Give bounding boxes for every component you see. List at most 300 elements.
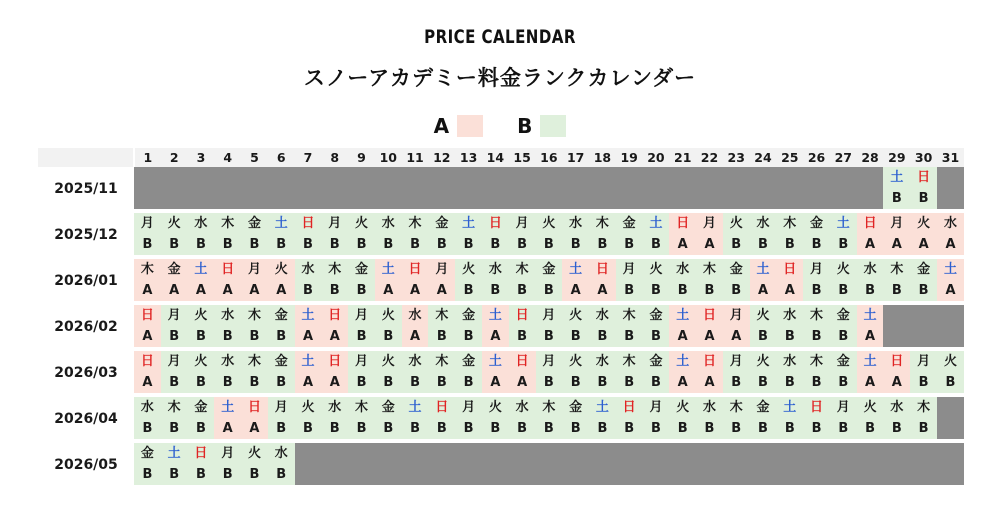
rank-cell: B bbox=[883, 280, 910, 302]
weekday-cell: 金 bbox=[830, 305, 857, 326]
rank-cell: B bbox=[268, 234, 295, 256]
weekday-cell: 火 bbox=[857, 397, 884, 418]
day-header-27: 27 bbox=[830, 148, 857, 167]
weekday-cell: 月 bbox=[830, 397, 857, 418]
weekday-cell: 土 bbox=[402, 397, 429, 418]
weekday-cell: 水 bbox=[268, 443, 295, 464]
weekday-cell: 月 bbox=[348, 305, 375, 326]
rank-cell bbox=[883, 326, 910, 348]
weekday-cell: 木 bbox=[509, 259, 536, 280]
rank-cell: B bbox=[723, 280, 750, 302]
month-label-2025-12: 2025/12 bbox=[38, 213, 134, 256]
weekday-cell: 金 bbox=[268, 305, 295, 326]
rank-cell: A bbox=[161, 280, 188, 302]
rank-cell: A bbox=[321, 372, 348, 394]
rank-cell bbox=[776, 464, 803, 486]
weekday-cell: 金 bbox=[723, 259, 750, 280]
weekday-cell: 火 bbox=[562, 351, 589, 372]
day-header-15: 15 bbox=[509, 148, 536, 167]
rank-cell: B bbox=[428, 372, 455, 394]
day-header-23: 23 bbox=[723, 148, 750, 167]
weekday-cell: 土 bbox=[375, 259, 402, 280]
weekday-cell bbox=[482, 443, 509, 464]
weekday-cell: 木 bbox=[883, 259, 910, 280]
weekday-cell: 火 bbox=[750, 351, 777, 372]
rank-cell bbox=[937, 464, 964, 486]
rank-cell: B bbox=[776, 234, 803, 256]
rank-cell: B bbox=[883, 418, 910, 440]
weekday-cell: 火 bbox=[455, 259, 482, 280]
weekday-cell: 木 bbox=[536, 397, 563, 418]
rank-cell: B bbox=[295, 418, 322, 440]
rank-cell: B bbox=[910, 418, 937, 440]
weekday-cell bbox=[696, 167, 723, 188]
weekday-cell bbox=[643, 167, 670, 188]
calendar-rank-row bbox=[38, 188, 964, 210]
weekday-cell: 火 bbox=[482, 397, 509, 418]
weekday-cell: 土 bbox=[214, 397, 241, 418]
rank-cell: B bbox=[536, 280, 563, 302]
rank-cell: B bbox=[883, 188, 910, 210]
weekday-cell: 木 bbox=[348, 397, 375, 418]
weekday-cell: 日 bbox=[321, 305, 348, 326]
weekday-cell: 水 bbox=[134, 397, 161, 418]
weekday-cell: 土 bbox=[295, 305, 322, 326]
rank-cell: A bbox=[937, 280, 964, 302]
day-header-10: 10 bbox=[375, 148, 402, 167]
weekday-cell bbox=[937, 167, 964, 188]
rank-cell: B bbox=[214, 234, 241, 256]
rank-cell: B bbox=[830, 234, 857, 256]
weekday-cell: 月 bbox=[268, 397, 295, 418]
weekday-cell: 月 bbox=[803, 259, 830, 280]
rank-cell bbox=[295, 188, 322, 210]
weekday-cell: 土 bbox=[268, 213, 295, 234]
weekday-cell: 日 bbox=[509, 305, 536, 326]
rank-cell: B bbox=[268, 372, 295, 394]
weekday-cell bbox=[857, 443, 884, 464]
rank-cell: B bbox=[134, 234, 161, 256]
rank-cell bbox=[937, 326, 964, 348]
rank-cell: B bbox=[455, 326, 482, 348]
day-header-11: 11 bbox=[402, 148, 429, 167]
weekday-cell: 水 bbox=[402, 351, 429, 372]
rank-cell: A bbox=[669, 326, 696, 348]
weekday-cell bbox=[669, 443, 696, 464]
rank-cell: B bbox=[562, 418, 589, 440]
weekday-cell: 火 bbox=[562, 305, 589, 326]
rank-cell: B bbox=[428, 234, 455, 256]
weekday-cell: 月 bbox=[536, 351, 563, 372]
weekday-cell: 水 bbox=[589, 351, 616, 372]
weekday-cell bbox=[589, 443, 616, 464]
weekday-cell bbox=[375, 167, 402, 188]
weekday-cell: 金 bbox=[268, 351, 295, 372]
weekday-cell: 火 bbox=[295, 397, 322, 418]
weekday-cell: 土 bbox=[482, 305, 509, 326]
weekday-cell: 木 bbox=[241, 305, 268, 326]
rank-cell: B bbox=[268, 464, 295, 486]
weekday-cell bbox=[616, 167, 643, 188]
weekday-cell bbox=[536, 167, 563, 188]
rank-cell: B bbox=[214, 372, 241, 394]
rank-cell bbox=[241, 188, 268, 210]
month-label-2026-04: 2026/04 bbox=[38, 397, 134, 440]
day-header-9: 9 bbox=[348, 148, 375, 167]
calendar-weekday-row bbox=[38, 259, 964, 280]
weekday-cell: 金 bbox=[455, 305, 482, 326]
weekday-cell bbox=[616, 443, 643, 464]
day-header-20: 20 bbox=[643, 148, 670, 167]
weekday-cell: 日 bbox=[295, 213, 322, 234]
month-label-2026-05: 2026/05 bbox=[38, 443, 134, 486]
rank-cell: B bbox=[161, 418, 188, 440]
rank-cell: B bbox=[723, 234, 750, 256]
weekday-cell: 日 bbox=[188, 443, 215, 464]
weekday-cell: 月 bbox=[348, 351, 375, 372]
rank-cell: B bbox=[857, 280, 884, 302]
weekday-cell bbox=[402, 443, 429, 464]
rank-cell: B bbox=[241, 464, 268, 486]
weekday-cell: 水 bbox=[857, 259, 884, 280]
month-label-2026-03: 2026/03 bbox=[38, 351, 134, 394]
weekday-cell: 水 bbox=[509, 397, 536, 418]
rank-cell bbox=[750, 464, 777, 486]
weekday-cell: 火 bbox=[830, 259, 857, 280]
day-header-28: 28 bbox=[857, 148, 884, 167]
weekday-cell: 日 bbox=[883, 351, 910, 372]
rank-cell: B bbox=[241, 372, 268, 394]
weekday-cell: 月 bbox=[696, 213, 723, 234]
rank-cell bbox=[750, 188, 777, 210]
rank-cell: B bbox=[455, 372, 482, 394]
rank-cell: B bbox=[910, 372, 937, 394]
rank-cell: B bbox=[161, 234, 188, 256]
day-header-14: 14 bbox=[482, 148, 509, 167]
day-header-26: 26 bbox=[803, 148, 830, 167]
weekday-cell: 金 bbox=[241, 213, 268, 234]
weekday-cell bbox=[776, 167, 803, 188]
rank-cell: B bbox=[776, 326, 803, 348]
weekday-cell: 日 bbox=[134, 351, 161, 372]
calendar-corner-cell bbox=[38, 148, 134, 167]
rank-cell bbox=[536, 188, 563, 210]
rank-cell bbox=[830, 188, 857, 210]
rank-cell: A bbox=[241, 280, 268, 302]
calendar-rank-row bbox=[38, 234, 964, 256]
weekday-cell: 金 bbox=[562, 397, 589, 418]
weekday-cell bbox=[803, 443, 830, 464]
weekday-cell bbox=[830, 167, 857, 188]
day-header-13: 13 bbox=[455, 148, 482, 167]
rank-cell: A bbox=[134, 326, 161, 348]
weekday-cell: 金 bbox=[830, 351, 857, 372]
rank-cell: B bbox=[295, 280, 322, 302]
rank-cell bbox=[428, 464, 455, 486]
rank-cell: B bbox=[616, 280, 643, 302]
weekday-cell: 日 bbox=[509, 351, 536, 372]
weekday-cell: 水 bbox=[776, 351, 803, 372]
weekday-cell: 月 bbox=[723, 351, 750, 372]
rank-cell: B bbox=[750, 234, 777, 256]
weekday-cell: 水 bbox=[562, 213, 589, 234]
rank-cell: A bbox=[428, 280, 455, 302]
rank-cell: B bbox=[776, 418, 803, 440]
weekday-cell: 土 bbox=[883, 167, 910, 188]
weekday-cell bbox=[509, 167, 536, 188]
rank-cell: B bbox=[321, 234, 348, 256]
rank-cell: B bbox=[776, 372, 803, 394]
day-header-19: 19 bbox=[616, 148, 643, 167]
rank-cell bbox=[455, 464, 482, 486]
weekday-cell: 金 bbox=[803, 213, 830, 234]
rank-cell: A bbox=[295, 372, 322, 394]
rank-cell: B bbox=[455, 418, 482, 440]
weekday-cell: 木 bbox=[910, 397, 937, 418]
weekday-cell: 月 bbox=[134, 213, 161, 234]
rank-cell: B bbox=[616, 372, 643, 394]
weekday-cell: 火 bbox=[375, 305, 402, 326]
rank-cell bbox=[643, 464, 670, 486]
rank-cell: A bbox=[883, 372, 910, 394]
rank-cell: B bbox=[509, 418, 536, 440]
weekday-cell: 日 bbox=[696, 351, 723, 372]
weekday-cell bbox=[723, 443, 750, 464]
weekday-cell: 木 bbox=[616, 351, 643, 372]
weekday-cell: 火 bbox=[669, 397, 696, 418]
day-header-16: 16 bbox=[536, 148, 563, 167]
rank-cell: B bbox=[723, 372, 750, 394]
rank-cell: B bbox=[348, 372, 375, 394]
weekday-cell bbox=[883, 443, 910, 464]
weekday-cell: 月 bbox=[723, 305, 750, 326]
weekday-cell bbox=[910, 443, 937, 464]
weekday-cell bbox=[937, 397, 964, 418]
rank-cell: A bbox=[589, 280, 616, 302]
rank-cell: B bbox=[268, 326, 295, 348]
weekday-cell bbox=[750, 167, 777, 188]
weekday-cell: 土 bbox=[482, 351, 509, 372]
rank-legend bbox=[0, 114, 1000, 138]
weekday-cell bbox=[348, 167, 375, 188]
rank-cell: B bbox=[161, 464, 188, 486]
weekday-cell: 金 bbox=[134, 443, 161, 464]
rank-cell: B bbox=[643, 234, 670, 256]
legend-label-a: A bbox=[433, 114, 450, 138]
weekday-cell bbox=[214, 167, 241, 188]
weekday-cell bbox=[321, 167, 348, 188]
rank-cell: B bbox=[348, 326, 375, 348]
weekday-cell: 日 bbox=[134, 305, 161, 326]
rank-cell: B bbox=[375, 372, 402, 394]
day-header-12: 12 bbox=[428, 148, 455, 167]
weekday-cell bbox=[428, 443, 455, 464]
rank-cell bbox=[803, 188, 830, 210]
rank-cell: B bbox=[509, 234, 536, 256]
weekday-cell: 月 bbox=[161, 305, 188, 326]
weekday-cell bbox=[455, 443, 482, 464]
weekday-cell: 水 bbox=[214, 351, 241, 372]
day-header-6: 6 bbox=[268, 148, 295, 167]
rank-cell: B bbox=[696, 418, 723, 440]
weekday-cell: 火 bbox=[161, 213, 188, 234]
rank-cell bbox=[509, 464, 536, 486]
rank-cell: A bbox=[883, 234, 910, 256]
rank-cell: B bbox=[482, 418, 509, 440]
weekday-cell: 水 bbox=[188, 213, 215, 234]
rank-cell: B bbox=[589, 326, 616, 348]
day-header-17: 17 bbox=[562, 148, 589, 167]
rank-cell: B bbox=[696, 280, 723, 302]
calendar-table-wrap bbox=[38, 148, 964, 487]
rank-cell: A bbox=[295, 326, 322, 348]
weekday-cell: 火 bbox=[937, 351, 964, 372]
month-label-2026-02: 2026/02 bbox=[38, 305, 134, 348]
rank-cell: B bbox=[241, 326, 268, 348]
weekday-cell bbox=[161, 167, 188, 188]
weekday-cell: 水 bbox=[482, 259, 509, 280]
weekday-cell: 金 bbox=[455, 351, 482, 372]
weekday-cell: 木 bbox=[241, 351, 268, 372]
rank-cell: B bbox=[134, 418, 161, 440]
weekday-cell: 火 bbox=[723, 213, 750, 234]
weekday-cell: 土 bbox=[669, 305, 696, 326]
weekday-cell bbox=[776, 443, 803, 464]
rank-cell: B bbox=[536, 372, 563, 394]
weekday-cell: 日 bbox=[402, 259, 429, 280]
weekday-cell: 土 bbox=[857, 305, 884, 326]
weekday-cell: 水 bbox=[750, 213, 777, 234]
rank-cell: A bbox=[321, 326, 348, 348]
rank-cell: B bbox=[803, 372, 830, 394]
day-header-8: 8 bbox=[321, 148, 348, 167]
rank-cell bbox=[937, 418, 964, 440]
weekday-cell: 日 bbox=[428, 397, 455, 418]
weekday-cell: 水 bbox=[937, 213, 964, 234]
weekday-cell: 日 bbox=[241, 397, 268, 418]
rank-cell: B bbox=[616, 326, 643, 348]
rank-cell bbox=[857, 188, 884, 210]
weekday-cell: 金 bbox=[643, 305, 670, 326]
rank-cell: B bbox=[402, 418, 429, 440]
rank-cell: B bbox=[643, 372, 670, 394]
rank-cell: B bbox=[241, 234, 268, 256]
rank-cell: A bbox=[750, 280, 777, 302]
weekday-cell: 土 bbox=[562, 259, 589, 280]
weekday-cell: 水 bbox=[375, 213, 402, 234]
weekday-cell: 火 bbox=[910, 213, 937, 234]
rank-cell: B bbox=[295, 234, 322, 256]
calendar-rank-row bbox=[38, 326, 964, 348]
price-calendar-table bbox=[38, 148, 964, 487]
calendar-weekday-row bbox=[38, 443, 964, 464]
calendar-rank-row bbox=[38, 280, 964, 302]
rank-cell bbox=[669, 188, 696, 210]
day-header-5: 5 bbox=[241, 148, 268, 167]
weekday-cell: 月 bbox=[616, 259, 643, 280]
weekday-cell: 木 bbox=[589, 213, 616, 234]
rank-cell: B bbox=[616, 234, 643, 256]
calendar-weekday-row bbox=[38, 213, 964, 234]
weekday-cell bbox=[723, 167, 750, 188]
rank-cell: B bbox=[589, 418, 616, 440]
day-header-2: 2 bbox=[161, 148, 188, 167]
rank-cell bbox=[562, 188, 589, 210]
rank-cell bbox=[696, 464, 723, 486]
legend-item-a bbox=[434, 114, 483, 138]
weekday-cell bbox=[910, 305, 937, 326]
weekday-cell: 木 bbox=[776, 213, 803, 234]
rank-cell bbox=[830, 464, 857, 486]
rank-cell: A bbox=[134, 280, 161, 302]
day-header-21: 21 bbox=[669, 148, 696, 167]
weekday-cell: 火 bbox=[375, 351, 402, 372]
rank-cell bbox=[616, 464, 643, 486]
weekday-cell: 月 bbox=[161, 351, 188, 372]
rank-cell: B bbox=[750, 372, 777, 394]
rank-cell: A bbox=[402, 280, 429, 302]
weekday-cell bbox=[295, 443, 322, 464]
weekday-cell bbox=[241, 167, 268, 188]
day-header-7: 7 bbox=[295, 148, 322, 167]
rank-cell: B bbox=[188, 372, 215, 394]
weekday-cell: 土 bbox=[830, 213, 857, 234]
weekday-cell bbox=[536, 443, 563, 464]
weekday-cell: 日 bbox=[616, 397, 643, 418]
legend-swatch-b bbox=[540, 115, 566, 137]
rank-cell: B bbox=[188, 234, 215, 256]
rank-cell bbox=[295, 464, 322, 486]
weekday-cell bbox=[883, 305, 910, 326]
rank-cell bbox=[643, 188, 670, 210]
weekday-cell: 金 bbox=[616, 213, 643, 234]
weekday-cell: 土 bbox=[455, 213, 482, 234]
rank-cell: B bbox=[562, 326, 589, 348]
rank-cell: A bbox=[669, 234, 696, 256]
weekday-cell: 金 bbox=[161, 259, 188, 280]
rank-cell: B bbox=[402, 234, 429, 256]
weekday-cell: 木 bbox=[428, 351, 455, 372]
rank-cell bbox=[188, 188, 215, 210]
weekday-cell: 木 bbox=[214, 213, 241, 234]
rank-cell bbox=[455, 188, 482, 210]
weekday-cell: 木 bbox=[723, 397, 750, 418]
rank-cell: B bbox=[188, 326, 215, 348]
weekday-cell: 木 bbox=[616, 305, 643, 326]
month-label-2026-01: 2026/01 bbox=[38, 259, 134, 302]
rank-cell: B bbox=[321, 418, 348, 440]
legend-item-b bbox=[517, 114, 566, 138]
rank-cell bbox=[589, 188, 616, 210]
month-label-2025-11: 2025/11 bbox=[38, 167, 134, 210]
rank-cell: B bbox=[562, 234, 589, 256]
rank-cell: B bbox=[643, 326, 670, 348]
rank-cell: A bbox=[402, 326, 429, 348]
rank-cell bbox=[428, 188, 455, 210]
rank-cell bbox=[482, 188, 509, 210]
weekday-cell bbox=[455, 167, 482, 188]
weekday-cell: 月 bbox=[509, 213, 536, 234]
legend-label-b: B bbox=[517, 114, 533, 138]
rank-cell: B bbox=[669, 280, 696, 302]
weekday-cell: 日 bbox=[321, 351, 348, 372]
weekday-cell: 月 bbox=[536, 305, 563, 326]
rank-cell bbox=[375, 464, 402, 486]
rank-cell bbox=[348, 188, 375, 210]
rank-cell: B bbox=[536, 234, 563, 256]
calendar-weekday-row bbox=[38, 167, 964, 188]
rank-cell: B bbox=[857, 418, 884, 440]
